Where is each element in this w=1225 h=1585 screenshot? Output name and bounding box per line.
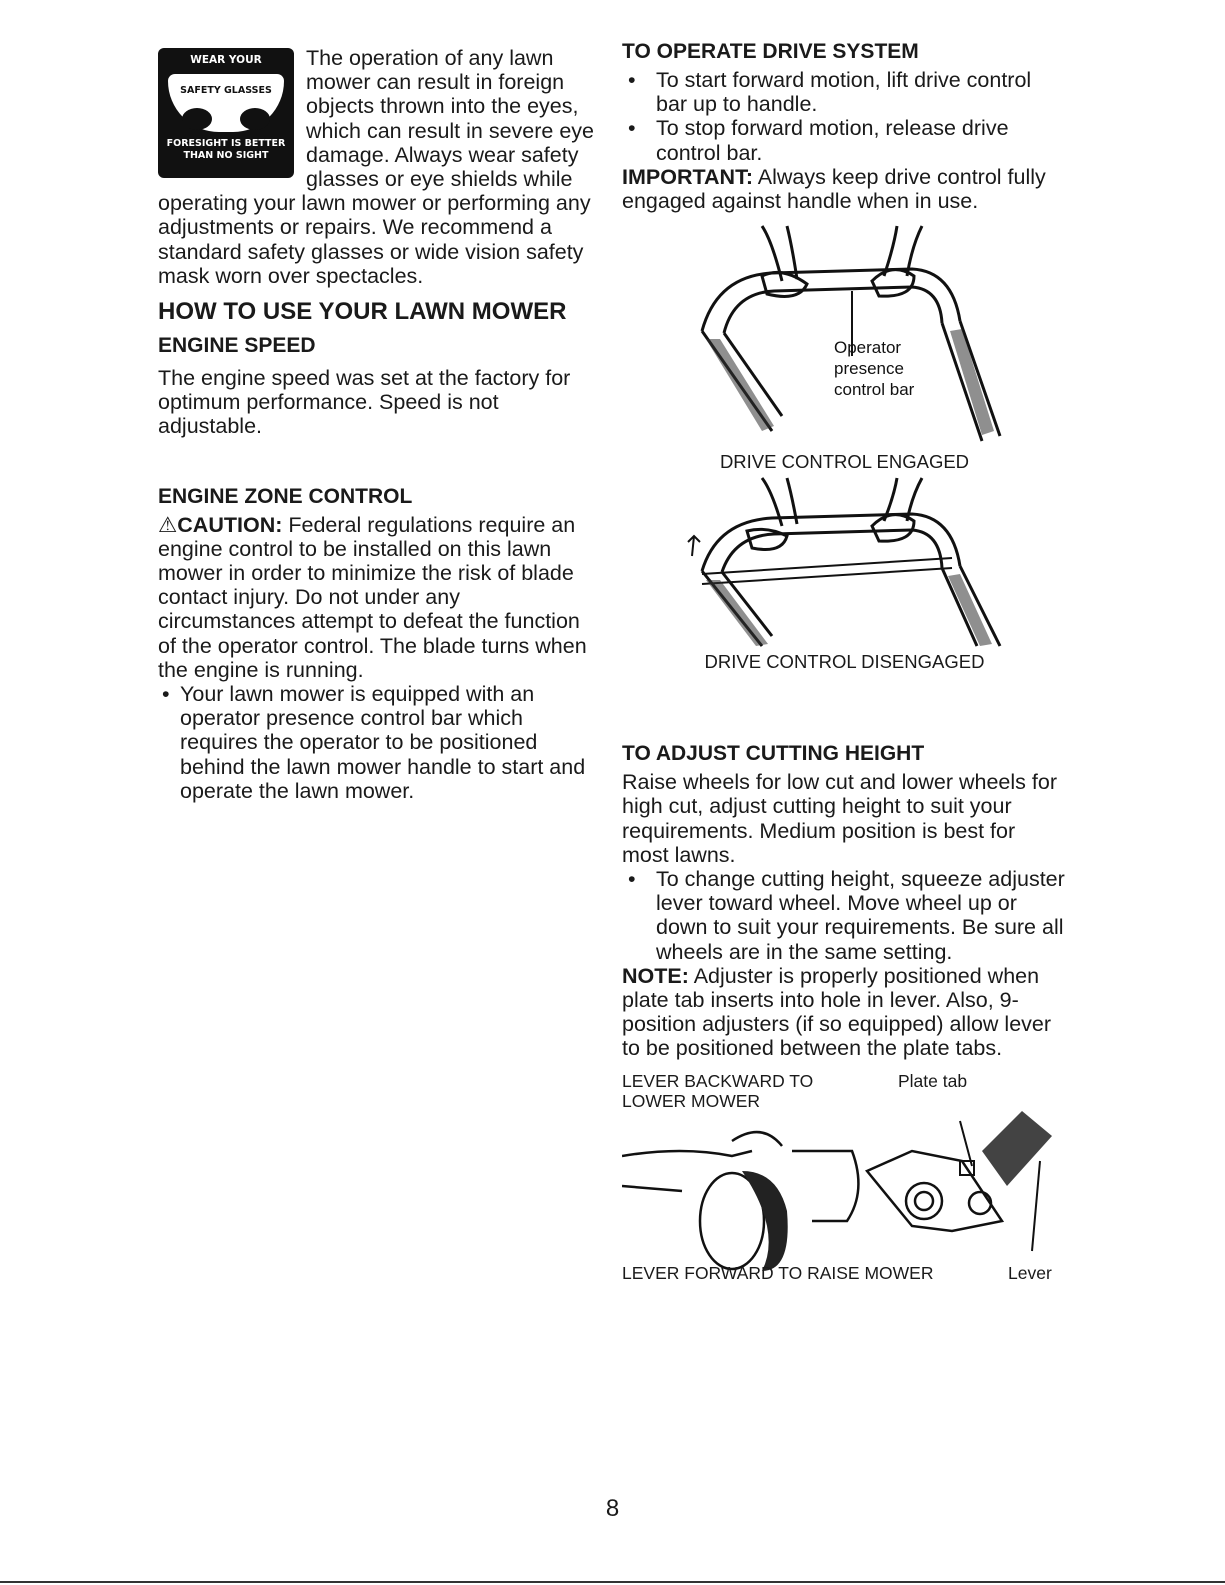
callout-line-1: Operator bbox=[834, 338, 902, 358]
important-text: Always keep drive control fully engaged against handle when in use. bbox=[622, 164, 1046, 214]
badge-bottom-text: FORESIGHT IS BETTER THAN NO SIGHT bbox=[166, 138, 286, 161]
left-column bbox=[158, 46, 598, 803]
wheel-adjuster-illustration bbox=[622, 1111, 1067, 1271]
cutting-height-bullet: • To change cutting height, squeeze adjuster lever toward wheel. Move wheel up or down to suit your requirements. Be sure all wheels are in the same setting. bbox=[622, 867, 1067, 964]
height-adjuster-figure bbox=[622, 1071, 1067, 1286]
page-number: 8 bbox=[605, 1495, 620, 1522]
caution-paragraph bbox=[158, 513, 598, 682]
important-label: IMPORTANT: bbox=[622, 164, 753, 189]
safety-glasses-badge bbox=[158, 48, 294, 178]
note-label: NOTE: bbox=[622, 963, 689, 988]
caution-text: Federal regulations require an engine control to be installed on this lawn mower in order to minimize the risk of blade contact injury. Do not under any circumstances attempt to defeat the function of the operator control. The blade turns when the engine is running. bbox=[158, 512, 587, 682]
bottom-rule bbox=[0, 1581, 1225, 1583]
handle-disengaged-illustration bbox=[622, 476, 1067, 651]
drive-disengaged-caption: DRIVE CONTROL DISENGAGED bbox=[704, 651, 985, 673]
engine-zone-heading: ENGINE ZONE CONTROL bbox=[158, 484, 413, 508]
safety-glasses-icon bbox=[168, 74, 284, 132]
badge-top-text: WEAR YOUR bbox=[190, 54, 262, 66]
important-paragraph bbox=[622, 165, 1067, 213]
cutting-height-heading: TO ADJUST CUTTING HEIGHT bbox=[622, 742, 925, 766]
plate-tab-label: Plate tab bbox=[898, 1070, 968, 1091]
drive-bullet-1: • To start forward motion, lift drive control bar up to handle. bbox=[622, 68, 1067, 116]
right-column bbox=[622, 40, 1067, 1286]
warning-triangle-icon: ⚠ bbox=[158, 512, 178, 537]
badge-middle-text: SAFETY GLASSES bbox=[180, 85, 272, 96]
callout-line-3: control bar bbox=[834, 380, 915, 400]
lever-forward-label: LEVER FORWARD TO RAISE MOWER bbox=[622, 1262, 934, 1283]
lever-label: Lever bbox=[1008, 1262, 1052, 1283]
drive-engaged-caption: DRIVE CONTROL ENGAGED bbox=[719, 451, 970, 473]
drive-disengaged-figure bbox=[622, 476, 1067, 672]
cutting-height-text: Raise wheels for low cut and lower wheels for high cut, adjust cutting height to suit your requirements. Medium position is best for most lawns. bbox=[622, 770, 1057, 867]
note-text: Adjuster is properly positioned when plate tab inserts into hole in lever. Also, 9-position adjusters (if so equipped) allow lever to be positioned between the plate tabs. bbox=[622, 963, 1052, 1061]
caution-label: CAUTION: bbox=[177, 512, 283, 537]
engine-zone-bullet: • Your lawn mower is equipped with an operator presence control bar which requires the operator to be positioned behind the lawn mower handle to start and operate the lawn mower. bbox=[158, 682, 598, 803]
drive-system-heading: TO OPERATE DRIVE SYSTEM bbox=[622, 40, 919, 63]
lever-backward-label: LEVER BACKWARD TO LOWER MOWER bbox=[622, 1070, 814, 1111]
note-paragraph bbox=[622, 964, 1067, 1061]
engine-speed-heading: ENGINE SPEED bbox=[158, 334, 316, 358]
engine-speed-text: The engine speed was set at the factory for optimum performance. Speed is not adjustable. bbox=[158, 366, 571, 439]
handle-engaged-illustration bbox=[622, 221, 1067, 451]
section-title: HOW TO USE YOUR LAWN MOWER bbox=[158, 298, 567, 326]
callout-line-2: presence bbox=[834, 359, 904, 379]
eye-safety-intro: The operation of any lawn mower can result in foreign objects thrown into the eyes, which can result in severe eye damage. Always wear safety glasses or eye shields while operating your lawn mower or performing any adjustments or repairs. We recommend a standard safety glasses or wide vision safety mask worn over spectacles. bbox=[158, 46, 595, 288]
drive-bullet-2: • To stop forward motion, release drive control bar. bbox=[622, 116, 1067, 164]
drive-engaged-figure bbox=[622, 221, 1067, 472]
